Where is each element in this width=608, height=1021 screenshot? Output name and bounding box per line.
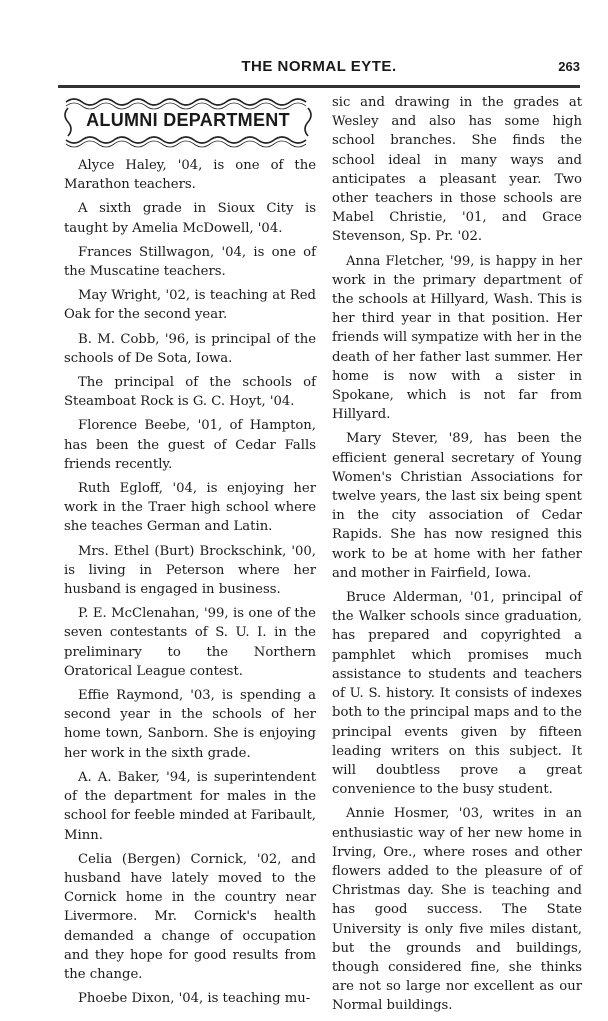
- news-item: Frances Stillwagon, '04, is one of the Muscatine teachers.: [64, 244, 316, 280]
- left-column: [64, 92, 316, 1013]
- section-heading-box: [60, 94, 316, 150]
- news-item: The principal of the schools of Steamboat Rock is G. C. Hoyt, '04.: [64, 375, 316, 410]
- news-item: Celia (Bergen) Cornick, '02, and husband have lately moved to the Cornick home in the country near Livermore. Mr. Cornick's health demanded a change of occupation and they hope for good results from the change.: [64, 851, 316, 982]
- news-item: Phoebe Dixon, '04, is teaching mu-: [78, 991, 311, 1007]
- section-title: ALUMNI DEPARTMENT: [86, 110, 290, 130]
- news-item: Anna Fletcher, '99, is happy in her work in the primary department of the schools at Hillyard, Wash. This is her third year in that position. Her friends will sympatize with her in the death of her father last summer. Her home is now with a sister in Spokane, which is not far from Hillyard.: [332, 253, 582, 423]
- news-item: B. M. Cobb, '96, is principal of the schools of De Sota, Iowa.: [64, 331, 316, 366]
- news-item: A. A. Baker, '94, is superintendent of the department for males in the school for feeble minded at Faribault, Minn.: [64, 769, 316, 843]
- news-item: A sixth grade in Sioux City is taught by Amelia McDowell, '04.: [64, 201, 316, 236]
- right-column: [332, 93, 582, 1021]
- news-item: Mrs. Ethel (Burt) Brockschink, '00, is living in Peterson where her husband is engaged in business.: [64, 543, 316, 598]
- news-item: Ruth Egloff, '04, is enjoying her work in the Traer high school where she teaches German and Latin.: [64, 481, 316, 535]
- running-head: [58, 58, 580, 80]
- news-item: P. E. McClenahan, '99, is one of the seven contestants of S. U. I. in the preliminary to the Northern Oratorical League contest.: [64, 606, 316, 679]
- news-item: Alyce Haley, '04, is one of the Marathon teachers.: [64, 158, 316, 193]
- news-item-continued: sic and drawing in the grades at Wesley and also has some high school branches. She finds the school ideal in many ways and anticipates a pleasant year. Two other teachers in those schools are Mabel Christie, '01, and Grace Stevenson, Sp. Pr. '02.: [332, 95, 582, 245]
- news-item: Mary Stever, '89, has been the efficient general secretary of Young Women's Christian Associations for twelve years, the last six being spent in the city association of Cedar Rapids. She has now resigned this work to be at home with her father and mother in Fairfield, Iowa.: [332, 431, 582, 581]
- news-item: Bruce Alderman, '01, principal of the Walker schools since graduation, has prepared and copyrighted a pamphlet which promises much assistance to students and teachers of U. S. history. It consists of indexes both to the principal maps and to the principal events given by fifteen leading writers on this subject. It will doubtless prove a great convenience to the busy student.: [332, 590, 582, 798]
- news-item: Effie Raymond, '03, is spending a second year in the schools of her home town, Sanborn. She is enjoying her work in the sixth grade.: [64, 688, 316, 761]
- news-item: Annie Hosmer, '03, writes in an enthusiastic way of her new home in Irving, Ore., where roses and other flowers added to the pleasure of of Christmas day. She is teaching and has good success. The State University is only five miles distant, but the grounds and buildings, though considered fine, she thinks are not so large nor excellent as our Normal buildings.: [332, 806, 582, 1014]
- news-item: May Wright, '02, is teaching at Red Oak for the second year.: [64, 288, 316, 323]
- journal-title: THE NORMAL EYTE.: [241, 58, 397, 75]
- news-item: Florence Beebe, '01, of Hampton, has been the guest of Cedar Falls friends recently.: [64, 418, 316, 472]
- page-number: 263: [558, 59, 580, 74]
- header-rule: [58, 85, 580, 88]
